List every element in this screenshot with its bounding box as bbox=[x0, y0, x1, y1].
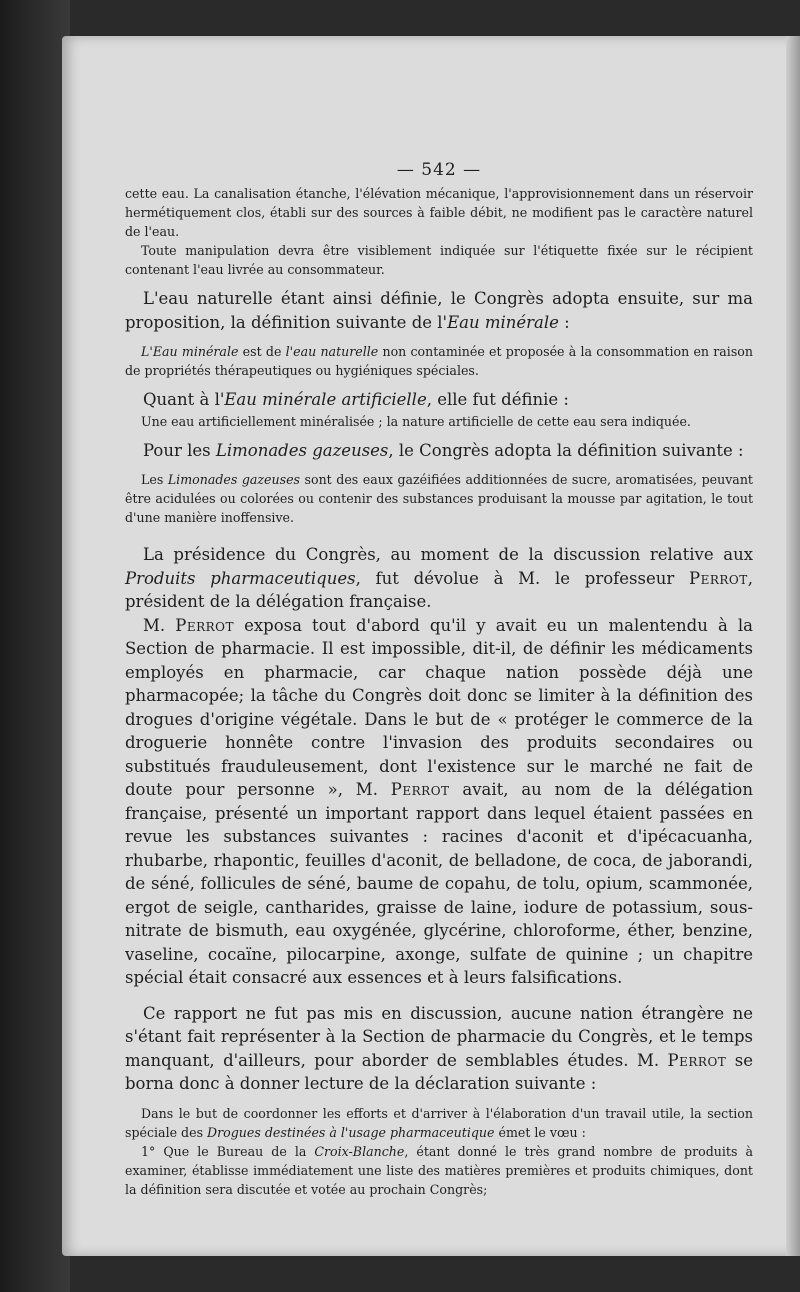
definition-limonades: Les Limonades gazeuses sont des eaux gazéifiées additionnées de sucre, aromatisées, peuvant être acidulées ou colorées ou contenir des substances produisant la mousse par agitation, le tout d'une manière inoffensive. bbox=[125, 472, 753, 525]
paragraph-limonades-intro: Pour les Limonades gazeuses, le Congrès adopta la définition suivante : bbox=[143, 440, 744, 460]
paragraph-artificielle-intro: Quant à l'Eau minérale artificielle, elle fut définie : bbox=[143, 390, 569, 409]
declaration-point-1: 1° Que le Bureau de la Croix-Blanche, étant donné le très grand nombre de produits à examiner, établisse immédiatement une liste des matières premières et produits chimiques, dont la définition sera discutée et votée au prochain Congrès; bbox=[125, 1143, 753, 1197]
scan-background-left bbox=[0, 0, 70, 1292]
page-content bbox=[125, 160, 753, 1199]
paragraph-definition-intro: L'eau naturelle étant ainsi définie, le Congrès adopta ensuite, sur ma proposition, la définition suivante de l'Eau minérale : bbox=[125, 289, 753, 332]
declaration-voeu: Dans le but de coordonner les efforts et d'arriver à l'élaboration d'un travail utile, la section spéciale des Drogues destinées à l'usage pharmaceutique émet le vœu : bbox=[125, 1105, 753, 1140]
page-number: — 542 — bbox=[396, 160, 482, 180]
page-edge bbox=[786, 36, 800, 1256]
paragraph-manipulation: Toute manipulation devra être visiblement indiquée sur l'étiquette fixée sur le récipient contenant l'eau livrée au consommateur. bbox=[125, 243, 753, 277]
definition-eau-artificielle: Une eau artificiellement minéralisée ; la nature artificielle de cette eau sera indiquée. bbox=[141, 413, 691, 429]
paragraph-perrot-rapport: M. Perrot exposa tout d'abord qu'il y avait eu un malentendu à la Section de pharmacie. Il est impossible, dit-il, de définir les médicaments employés en pharmacie, car chaque nation possède déjà une pharmacopée; la tâche du Congrès doit donc se limiter à la définition des drogues d'origine végétale. Dans le but de « protéger le commerce de la droguerie honnête contre l'invasion des produits secondaires ou substitués frauduleusement, dont l'existence sur le marché ne fait de doute pour personne », M. Perrot avait, au nom de la délégation française, présenté un important rapport dans lequel étaient passées en revue les substances suivantes : racines d'aconit et d'ipécacuanha, rhubarbe, rhapontic, feuilles d'aconit, de belladone, de coca, de jaborandi, de séné, follicules de séné, baume de copahu, de tolu, opium, scammonée, ergot de seigle, cantharides, graisse de laine, iodure de potassium, sous-nitrate de bismuth, eau oxygénée, glycérine, chloroforme, éther, benzine, vaseline, cocaïne, pilocarpine, axonge, sulfate de quinine ; un chapitre spécial était consacré aux essences et à leurs falsifications. bbox=[125, 615, 753, 987]
paragraph-presidence: La présidence du Congrès, au moment de la discussion relative aux Produits pharmaceutiques, fut dévolue à M. le professeur Perrot, président de la délégation française. bbox=[125, 545, 754, 611]
paragraph-discussion: Ce rapport ne fut pas mis en discussion, aucune nation étrangère ne s'étant fait représenter à la Section de pharmacie du Congrès, et le temps manquant, d'ailleurs, pour aborder de semblables études. M. Perrot se borna donc à donner lecture de la déclaration suivante : bbox=[125, 1003, 753, 1093]
definition-eau-minerale: L'Eau minérale est de l'eau naturelle non contaminée et proposée à la consommation en raison de propriétés thérapeutiques ou hygiéniques spéciales. bbox=[125, 344, 753, 378]
paragraph-canalisation: cette eau. La canalisation étanche, l'élévation mécanique, l'approvisionnement dans un réservoir hermétiquement clos, établi sur des sources à faible débit, ne modifient pas le caractère naturel de l'eau. bbox=[125, 186, 753, 239]
